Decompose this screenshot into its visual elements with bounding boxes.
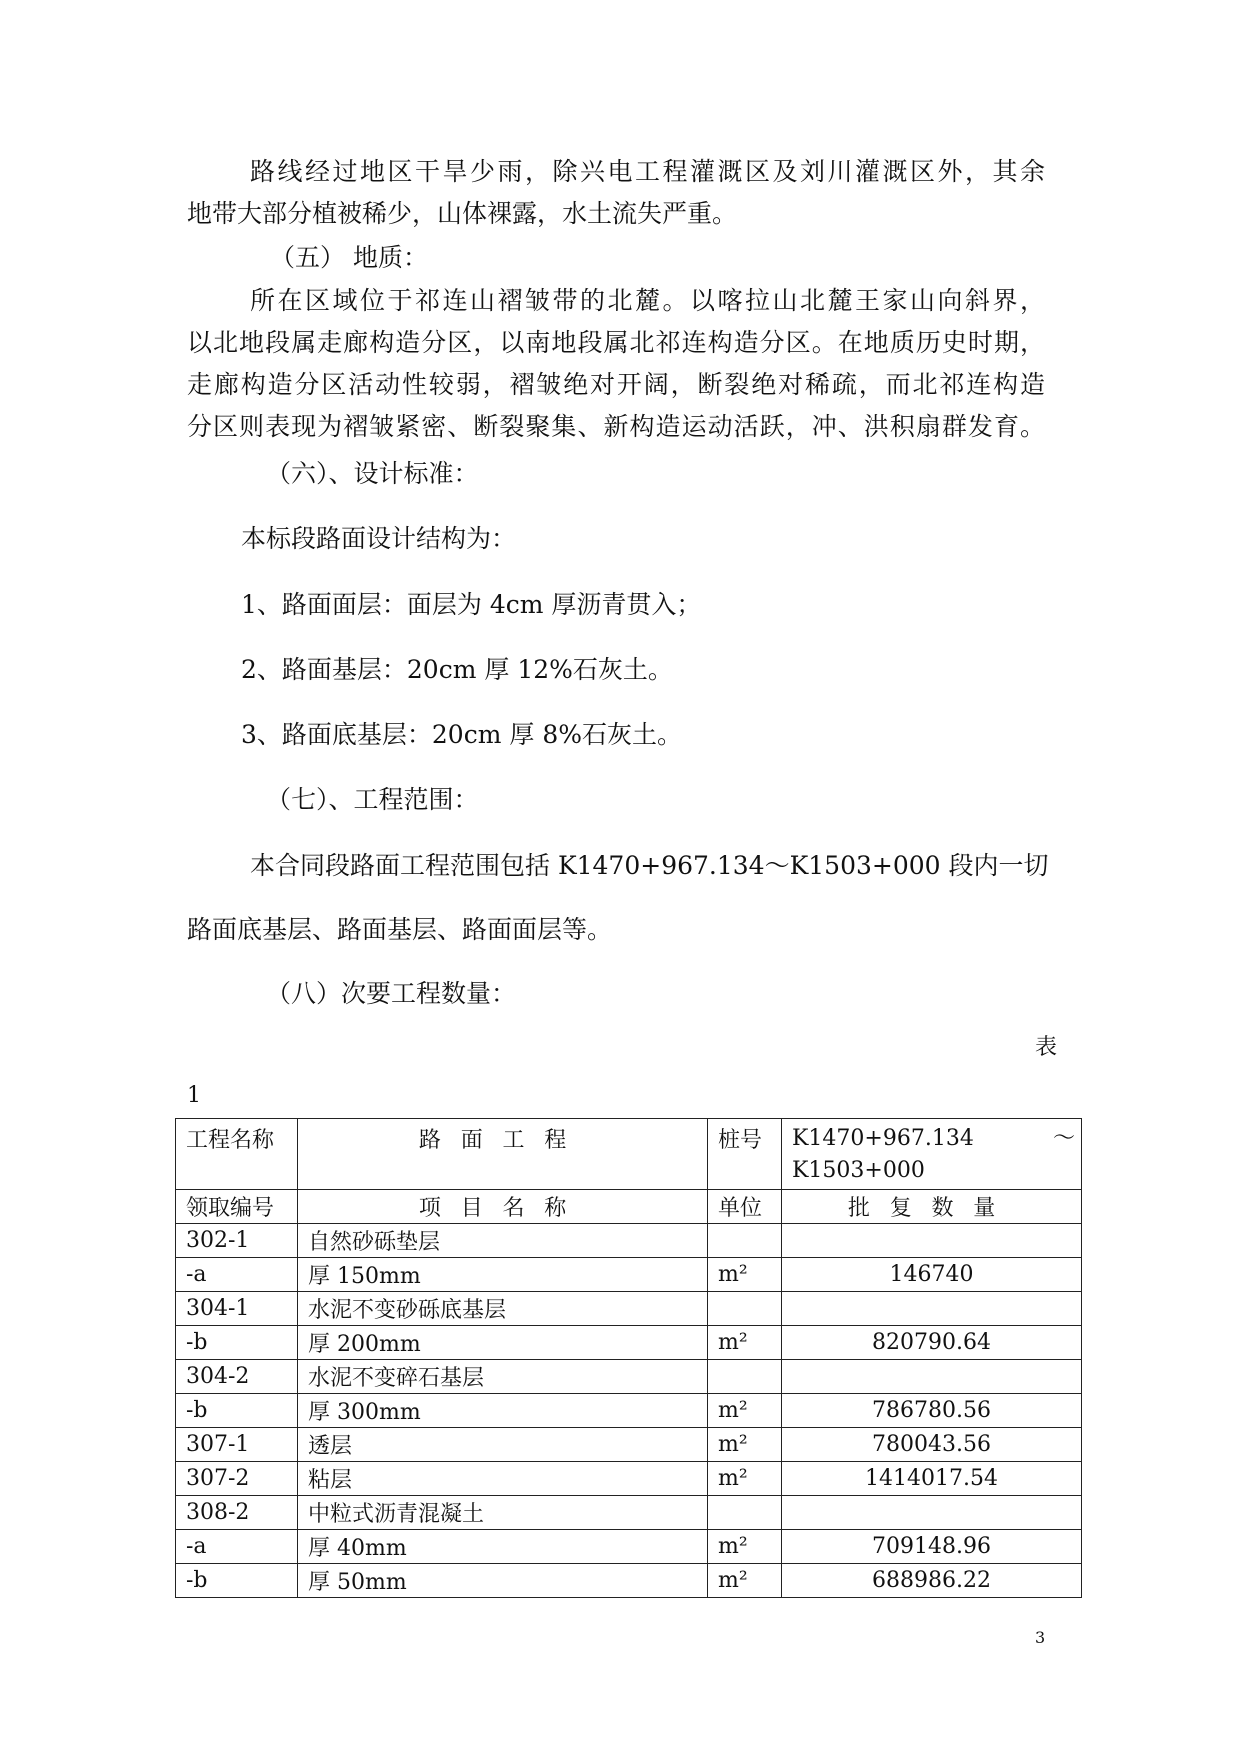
cell-quantity [782,1496,1082,1530]
cell-item-name: 厚 150mm [298,1258,708,1292]
cell-quantity: 820790.64 [782,1326,1082,1360]
cell-item-name: 水泥不变砂砾底基层 [298,1292,708,1326]
paragraph-line: 本标段路面设计结构为： [241,524,517,553]
stake-start: K1470+967.134 [792,1126,974,1151]
cell-unit: m² [708,1326,782,1360]
paragraph-line: 以北地段属走廊构造分区，以南地段属北祁连构造分区。在地质历史时期， [187,328,1045,357]
quantity-table [175,1118,1082,1598]
cell-unit: m² [708,1394,782,1428]
cell-unit: m² [708,1564,782,1598]
table-row [176,1428,1082,1462]
cell-code: 307-2 [176,1462,298,1496]
cell-code: 304-1 [176,1292,298,1326]
cell-item-name: 自然砂砾垫层 [298,1224,708,1258]
section-heading: （六）、设计标准： [266,459,479,488]
stake-end: K1503+000 [792,1158,925,1183]
cell-unit [708,1360,782,1394]
cell-unit: m² [708,1530,782,1564]
paragraph-line: 所在区域位于祁连山褶皱带的北麓。以喀拉山北麓王家山向斜界， [250,286,1045,315]
paragraph-line: 分区则表现为褶皱紧密、断裂聚集、新构造运动活跃，冲、洪积扇群发育。 [187,412,1045,441]
paragraph-line: 路面底基层、路面基层、路面面层等。 [187,915,613,944]
cell-unit: m² [708,1462,782,1496]
table-header-row [176,1190,1082,1224]
cell-code: 308-2 [176,1496,298,1530]
cell-item-name: 厚 200mm [298,1326,708,1360]
cell-code: 302-1 [176,1224,298,1258]
table-caption-number: 1 [187,1083,201,1108]
header-unit-label: 单位 [708,1190,782,1224]
paragraph-line: 地带大部分植被稀少，山体裸露，水土流失严重。 [187,199,738,228]
cell-item-name: 水泥不变碎石基层 [298,1360,708,1394]
cell-item-name: 厚 50mm [298,1564,708,1598]
cell-quantity [782,1292,1082,1326]
section-heading: （八）次要工程数量： [266,979,517,1008]
cell-quantity: 688986.22 [782,1564,1082,1598]
header-project-name-label: 工程名称 [176,1119,298,1190]
table-row [176,1224,1082,1258]
header-code-label: 领取编号 [176,1190,298,1224]
header-item-name-label: 项目名称 [298,1190,708,1224]
page-number: 3 [1035,1628,1046,1647]
cell-quantity: 146740 [782,1258,1082,1292]
cell-unit: m² [708,1428,782,1462]
cell-code: -b [176,1564,298,1598]
table-row [176,1394,1082,1428]
cell-item-name: 粘层 [298,1462,708,1496]
list-item: 3、路面底基层：20cm 厚 8%石灰土。 [241,720,682,749]
cell-quantity [782,1224,1082,1258]
cell-item-name: 厚 300mm [298,1394,708,1428]
list-item: 2、路面基层：20cm 厚 12%石灰土。 [241,655,673,684]
table-row [176,1530,1082,1564]
cell-code: -b [176,1394,298,1428]
header-project-name-value: 路面工程 [298,1119,708,1190]
cell-code: -a [176,1258,298,1292]
cell-quantity: 1414017.54 [782,1462,1082,1496]
cell-quantity: 780043.56 [782,1428,1082,1462]
cell-code: -a [176,1530,298,1564]
table-header-row [176,1119,1082,1190]
table-caption: 表 [1035,1035,1058,1060]
cell-quantity: 709148.96 [782,1530,1082,1564]
cell-unit [708,1496,782,1530]
list-item: 1、路面面层：面层为 4cm 厚沥青贯入； [241,590,702,619]
table-row [176,1292,1082,1326]
paragraph-line: 本合同段路面工程范围包括 K1470+967.134～K1503+000 段内一切 [250,851,1049,880]
table-row [176,1462,1082,1496]
cell-unit [708,1292,782,1326]
section-heading: （七）、工程范围： [266,785,479,814]
paragraph-line: 走廊构造分区活动性较弱，褶皱绝对开阔，断裂绝对稀疏，而北祁连构造 [187,370,1045,399]
header-quantity-label: 批复数量 [782,1190,1082,1224]
header-stake-value [782,1119,1082,1190]
cell-unit: m² [708,1258,782,1292]
cell-code: -b [176,1326,298,1360]
cell-quantity [782,1360,1082,1394]
cell-code: 307-1 [176,1428,298,1462]
cell-unit [708,1224,782,1258]
table-row [176,1258,1082,1292]
paragraph-line: 路线经过地区干旱少雨，除兴电工程灌溉区及刘川灌溉区外，其余 [250,157,1045,186]
header-stake-label: 桩号 [708,1119,782,1190]
table-row [176,1564,1082,1598]
cell-item-name: 透层 [298,1428,708,1462]
stake-tilde: ～ [1052,1126,1075,1151]
cell-item-name: 中粒式沥青混凝土 [298,1496,708,1530]
section-heading: （五） 地质： [270,243,428,272]
cell-item-name: 厚 40mm [298,1530,708,1564]
table-row [176,1360,1082,1394]
table-row [176,1496,1082,1530]
cell-quantity: 786780.56 [782,1394,1082,1428]
table-row [176,1326,1082,1360]
cell-code: 304-2 [176,1360,298,1394]
